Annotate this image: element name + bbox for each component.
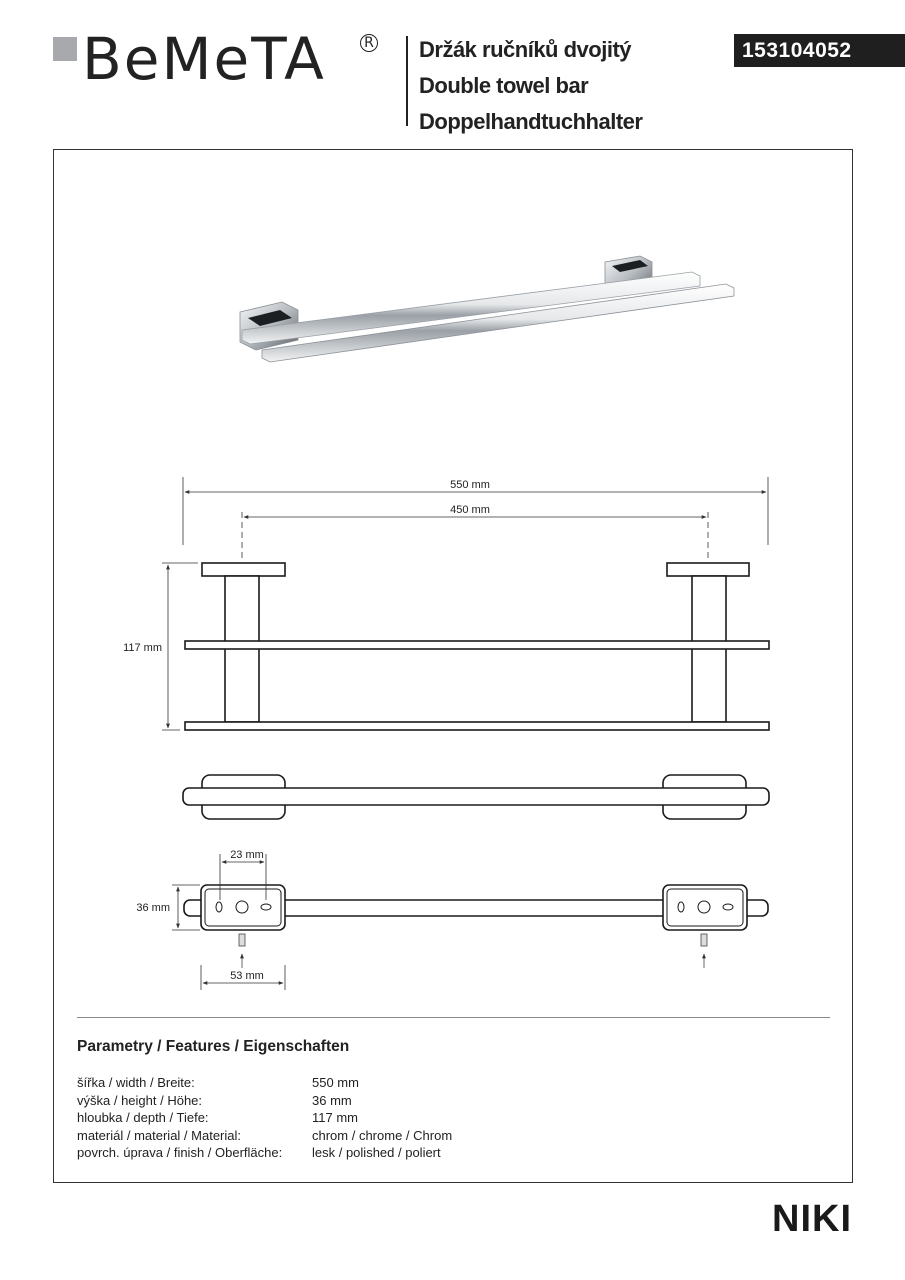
lower-bar: [185, 722, 769, 730]
feature-row: [77, 1144, 452, 1162]
dim-total-width: 550 mm: [450, 479, 490, 491]
features-divider: [77, 1017, 830, 1018]
feature-label: výška / height / Höhe:: [77, 1092, 203, 1108]
wall-plate-right: [667, 563, 749, 576]
feature-label: povrch. úprava / finish / Oberfläche:: [77, 1145, 283, 1161]
dim-mount-spacing: 450 mm: [450, 504, 490, 516]
top-view: [183, 775, 769, 819]
feature-row: [77, 1074, 452, 1092]
feature-row: [77, 1109, 452, 1127]
feature-value: lesk / polished / poliert: [312, 1145, 441, 1161]
screw-icons: [239, 934, 707, 968]
screw-left-icon: [239, 934, 245, 946]
dim-plate-width: 53 mm: [230, 970, 264, 982]
title-czech: Držák ručníků dvojitý: [419, 37, 632, 62]
feature-row: [77, 1127, 452, 1145]
side-view: [185, 563, 769, 730]
dim-plate-height: 36 mm: [136, 902, 170, 914]
brand-logo: BeMeTA: [82, 25, 326, 93]
dim-hole-spacing: 23 mm: [230, 849, 264, 861]
title-german: Doppelhandtuchhalter: [419, 109, 643, 134]
feature-value: chrom / chrome / Chrom: [312, 1127, 453, 1143]
feature-row: [77, 1092, 452, 1110]
features-heading: Parametry / Features / Eigenschaften: [77, 1038, 350, 1055]
feature-value: 36 mm: [312, 1092, 352, 1108]
feature-label: materiál / material / Material:: [77, 1127, 241, 1143]
feature-label: šířka / width / Breite:: [77, 1075, 195, 1090]
feature-label: hloubka / depth / Tiefe:: [77, 1110, 209, 1126]
registered-mark: R: [360, 34, 378, 52]
bar-top-view: [183, 788, 769, 805]
feature-value: 550 mm: [312, 1075, 359, 1090]
product-code-badge: 153104052: [734, 34, 905, 67]
series-name: NIKI: [772, 1198, 852, 1240]
screw-right-icon: [701, 934, 707, 946]
feature-value: 117 mm: [312, 1110, 358, 1126]
title-english: Double towel bar: [419, 73, 589, 98]
product-photo: [240, 256, 734, 362]
dim-depth: 117 mm: [123, 642, 162, 654]
wall-plate-left: [202, 563, 285, 576]
upper-bar: [185, 641, 769, 649]
mount-view: [184, 885, 768, 930]
features-table: [77, 1074, 452, 1162]
